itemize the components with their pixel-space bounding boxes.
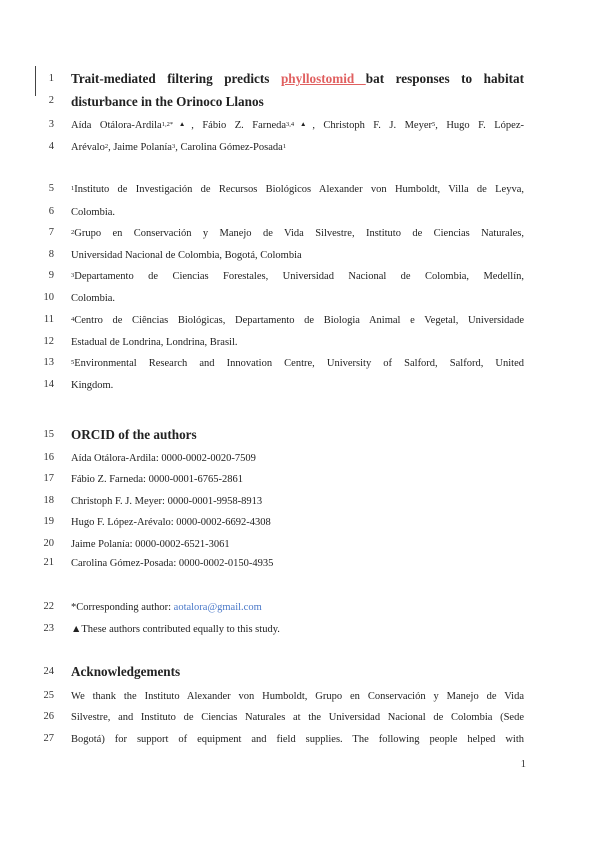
line-number: 26 xyxy=(43,711,54,722)
affiliation-text: Centro de Ciências Biológicas, Departamento de Biologia Animal e Vegetal, Universidade xyxy=(74,315,524,326)
author-affiliation-mark: 1 xyxy=(282,143,287,150)
author-name: Arévalo xyxy=(71,142,105,153)
acknowledgements-line: We thank the Instituto Alexander von Humboldt, Grupo en Conservación y Manejo de Vida xyxy=(71,691,524,702)
line-number: 4 xyxy=(48,141,54,152)
author-affiliation-mark: 2 xyxy=(104,143,109,150)
affiliation-2-line-2: Universidad Nacional de Colombia, Bogotá, Colombia xyxy=(71,250,302,261)
line-number: 15 xyxy=(43,429,54,440)
acknowledgements-heading: Acknowledgements xyxy=(71,664,181,679)
affiliation-number: 1 xyxy=(71,185,75,192)
orcid-item: Fábio Z. Farneda: 0000-0001-6765-2861 xyxy=(71,474,244,485)
orcid-heading: ORCID of the authors xyxy=(71,427,197,442)
affiliation-text: Environmental Research and Innovation Centre, University of Salford, Salford, United xyxy=(74,358,524,369)
author-affiliation-mark: 5 xyxy=(432,121,436,128)
email-link[interactable]: aotalora@gmail.com xyxy=(173,602,262,613)
line-number: 7 xyxy=(48,227,54,238)
line-number: 19 xyxy=(43,516,54,527)
affiliation-text: Instituto de Investigación de Recursos Biológicos Alexander von Humboldt, Villa de Leyva, xyxy=(74,184,524,195)
line-number: 22 xyxy=(43,601,54,612)
line-number: 17 xyxy=(43,473,54,484)
line-number: 23 xyxy=(43,623,54,634)
orcid-item: Aída Otálora-Ardila: 0000-0002-0020-7509 xyxy=(71,453,256,464)
line-number: 21 xyxy=(43,557,54,568)
author-name: , Jaime Polanía xyxy=(108,142,172,153)
affiliation-number: 3 xyxy=(71,272,75,279)
acknowledgements-line: Silvestre, and Instituto de Ciencias Naturales at the Universidad Nacional de Colombia (Sede xyxy=(71,712,524,723)
line-number: 13 xyxy=(43,357,54,368)
line-number: 14 xyxy=(43,379,54,390)
line-number: 25 xyxy=(43,690,54,701)
orcid-item: Hugo F. López-Arévalo: 0000-0002-6692-4308 xyxy=(71,517,271,528)
affiliation-text: Departamento de Ciencias Forestales, Universidad Nacional de Colombia, Medellín, xyxy=(74,271,524,282)
tracked-insertion: phyllostomid xyxy=(280,71,366,86)
author-name: , Carolina Gómez-Posada xyxy=(175,142,283,153)
affiliation-1-line-2: Colombia. xyxy=(71,207,116,218)
line-number: 6 xyxy=(48,206,54,217)
author-name: Aída Otálora-Ardila xyxy=(71,120,162,131)
page-number: 1 xyxy=(520,759,526,770)
affiliation-5-line-2: Kingdom. xyxy=(71,380,114,391)
equal-contribution-note: ▲These authors contributed equally to this study. xyxy=(71,624,280,635)
line-number: 5 xyxy=(48,183,54,194)
author-name: , Hugo F. López- xyxy=(435,120,524,131)
affiliation-3-line-1 xyxy=(71,270,524,283)
line-number: 8 xyxy=(48,249,54,260)
orcid-item: Jaime Polanía: 0000-0002-6521-3061 xyxy=(71,539,230,550)
line-number: 1 xyxy=(48,73,54,84)
author-affiliation-mark: 1,2*▲ xyxy=(161,121,192,128)
title-text: Trait-mediated filtering predicts xyxy=(71,71,281,86)
acknowledgements-line: Bogotá) for support of equipment and field supplies. The following people helped with xyxy=(71,734,524,745)
line-number: 24 xyxy=(43,666,54,677)
authors-line-1 xyxy=(71,119,524,132)
affiliation-number: 5 xyxy=(71,359,75,366)
line-number: 12 xyxy=(43,336,54,347)
affiliation-2-line-1 xyxy=(71,227,524,240)
affiliation-3-line-2: Colombia. xyxy=(71,293,116,304)
paper-title-line-1 xyxy=(71,72,524,85)
line-number: 20 xyxy=(43,538,54,549)
authors-line-2 xyxy=(71,141,524,154)
affiliation-4-line-2: Estadual de Londrina, Londrina, Brasil. xyxy=(71,337,238,348)
corresponding-label: *Corresponding author: xyxy=(71,602,174,613)
line-number: 9 xyxy=(48,270,54,281)
affiliation-text: Grupo en Conservación y Manejo de Vida Silvestre, Instituto de Ciencias Naturales, xyxy=(74,228,524,239)
line-number: 2 xyxy=(48,95,54,106)
author-name: , Christoph F. J. Meyer xyxy=(312,120,432,131)
orcid-item: Christoph F. J. Meyer: 0000-0001-9958-8913 xyxy=(71,496,263,507)
affiliation-5-line-1 xyxy=(71,357,524,370)
line-number: 18 xyxy=(43,495,54,506)
line-number: 27 xyxy=(43,733,54,744)
line-number: 10 xyxy=(43,292,54,303)
author-affiliation-mark: 3 xyxy=(171,143,176,150)
line-number: 16 xyxy=(43,452,54,463)
corresponding-author xyxy=(71,601,524,614)
affiliation-1-line-1 xyxy=(71,183,524,196)
title-text: bat responses to habitat xyxy=(365,71,524,86)
author-affiliation-mark: 3,4▲ xyxy=(286,121,313,128)
orcid-item: Carolina Gómez-Posada: 0000-0002-0150-4935 xyxy=(71,558,274,569)
author-name: , Fábio Z. Farneda xyxy=(191,120,287,131)
affiliation-4-line-1 xyxy=(71,314,524,327)
paper-title-line-2: disturbance in the Orinoco Llanos xyxy=(71,94,264,109)
line-number: 3 xyxy=(48,119,54,130)
line-number: 11 xyxy=(43,314,54,325)
affiliation-number: 2 xyxy=(71,229,75,236)
affiliation-number: 4 xyxy=(71,316,75,323)
